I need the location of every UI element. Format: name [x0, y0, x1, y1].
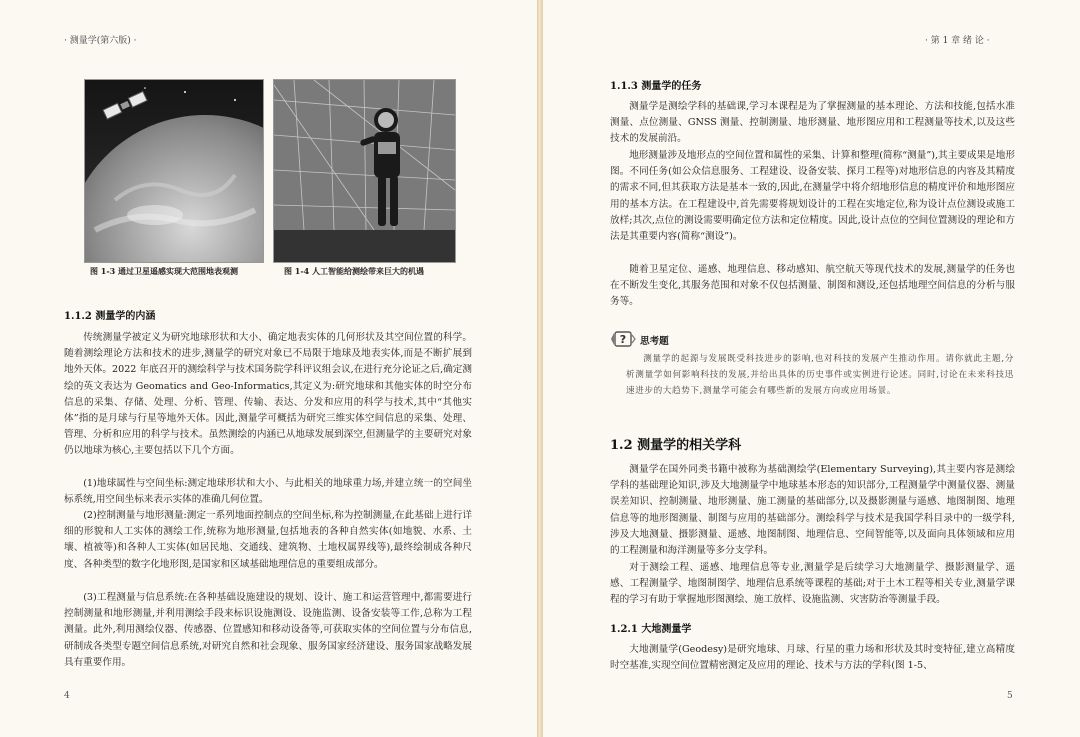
section-heading: 1.1.3 测量学的任务 — [610, 81, 702, 92]
think-box-text: 测量学的起源与发展既受科技进步的影响,也对科技的发展产生推动作用。请你就此主题,分析测量学如何影响科技的发展,并给出具体的历史事件或实例进行论述。同时,讨论在未来科技迅速进步的大趋势下,测量学可能会有哪些新的发展方向或应用场景。 — [626, 354, 1014, 396]
chapter-section-heading: 1.2 测量学的相关学科 — [610, 438, 742, 453]
paragraph: (2)控制测量与地形测量:测定一系列地面控制点的空间坐标,称为控制测量,在此基础上进行详细的形貌和人工实体的测绘工作,统称为地形测量,包括地表的各种自然实体(如地貌、水系、土壤、植被等)和各种人工实体(如居民地、交通线、建筑物、土地权属界线等),最终绘制成各种尺度、各种类型的数字化地形图,是国家和区域基础地理信息的重要组成部分。 — [64, 510, 472, 570]
right-page — [543, 0, 1080, 737]
paragraph: (1)地球属性与空间坐标:测定地球形状和大小、与此相关的地球重力场,并建立统一的空间坐标系统,用空间坐标来表示实体的准确几何位置。 — [64, 478, 472, 506]
running-head: · 第 1 章 绪 论 · — [925, 36, 990, 46]
paragraph: 传统测量学被定义为研究地球形状和大小、确定地表实体的几何形状及其空间位置的科学。随着测绘理论方法和技术的进步,测量学的研究对象已不局限于地球及地表实体,而是不断扩展到地外天体。2022 年底召开的测绘科学与技术国务院学科评议组会议,在进行充分论证之后,确定测绘的英文表达为 Geomatics and Geo-Informatics,其定义为:研究地球和其他实体的时空分布信息的采集、存储、处理、分析、管理、传输、表达、分发和应用的科学与技术,其中“其他实体”指的是月球与行星等地外天体。因此,测量学可概括为研究三维实体空间信息的采集、处理、管理、分析和应用的科学与技术。虽然测绘的内涵已从地球发展到深空,但测量学的主要研究对象仍以地球为核心,主要包括以下几个方面。 — [64, 332, 472, 457]
paragraph: (3)工程测量与信息系统:在各种基础设施建设的规划、设计、施工和运营管理中,都需要进行控制测量和地形测量,并利用测绘手段来标识设施测设、设施监测、设备安装等工作,总称为工程测量。此外,利用测绘仪器、传感器、位置感知和移动设备等,可获取实体的空间位置与分布信息,研制成各类型专题空间信息系统,对研究自然和社会现象、服务国家经济建设、服务国家战略发展具有重要作用。 — [64, 592, 472, 668]
question-icon — [610, 331, 636, 347]
paragraph: 大地测量学(Geodesy)是研究地球、月球、行星的重力场和形状及其时变特征,建立高精度时空基准,实现空间位置精密测定及应用的理论、技术与方法的学科(图 1-5、 — [610, 644, 1015, 672]
paragraph: 地形测量涉及地形点的空间位置和属性的采集、计算和整理(简称“测量”),其主要成果是地形图。不同任务(如公众信息服务、工程建设、设备安装、探月工程等)对地形信息的内容及其精度的需求不同,但其获取方法是基本一致的,因此,在测量学中将介绍地形信息的精度评价和地形图应用的基本方法。在工程建设中,首先需要将规划设计的工程在实地定位,称为设计点位测设或施工放样;其次,点位的测设需要明确定位方法和定位精度。因此,设计点位的空间位置测设的理论和方法是其重要内容(简称“测设”)。 — [610, 150, 1015, 243]
paragraph: 随着卫星定位、遥感、地理信息、移动感知、航空航天等现代技术的发展,测量学的任务也在不断发生变化,其服务范围和对象不仅包括测量、制图和测设,还包括地理空间信息的分析与服务等。 — [610, 264, 1015, 308]
svg-text:?: ? — [619, 333, 627, 346]
figure-caption-1-3: 图 1-3 通过卫星遥感实现大范围地表观测 — [90, 266, 239, 276]
page-number: 4 — [64, 691, 70, 701]
paragraph: 对于测绘工程、遥感、地理信息等专业,测量学是后续学习大地测量学、摄影测量学、遥感、工程测量学、地图制图学、地理信息系统等课程的基础;对于土木工程等相关专业,测量学课程的学习有助于掌握地形图测绘、施工放样、设施监测、灾害防治等测量手段。 — [610, 562, 1015, 606]
left-page — [0, 0, 537, 737]
page-number: 5 — [1007, 691, 1013, 701]
paragraph: 测量学在国外同类书籍中被称为基础测绘学(Elementary Surveying),其主要内容是测绘学科的基础理论知识,涉及大地测量学中地球基本形态的知识部分,工程测量学中测量仪器、测量误差知识、控制测量、地形测量、施工测量的基础部分,以及摄影测量与遥感、地图制图、地理信息等的地形图测量、制图与应用的基础部分。测绘科学与技术是我国学科目录中的一级学科,涉及大地测量、摄影测量、遥感、地图制图、地理信息、空间智能等,以及面向具体领域和应用的工程测量和海洋测量等多分支学科。 — [610, 464, 1015, 557]
figure-ai-robot-image — [273, 79, 456, 263]
figure-caption-1-4: 图 1-4 人工智能给测绘带来巨大的机遇 — [284, 266, 425, 276]
robot-map-illustration — [274, 80, 455, 262]
paragraph: 测量学是测绘学科的基础课,学习本课程是为了掌握测量的基本理论、方法和技能,包括水准测量、点位测量、GNSS 测量、控制测量、地形测量、地形图应用和工程测量等技术,以及这些技术的发展前沿。 — [610, 101, 1015, 145]
figure-satellite-image — [84, 79, 264, 263]
think-box-title: 思考题 — [640, 336, 669, 347]
running-head: · 测量学(第六版) · — [64, 36, 137, 46]
section-heading: 1.2.1 大地测量学 — [610, 624, 692, 635]
section-heading: 1.1.2 测量学的内涵 — [64, 311, 156, 322]
satellite-earth-illustration — [85, 80, 263, 262]
